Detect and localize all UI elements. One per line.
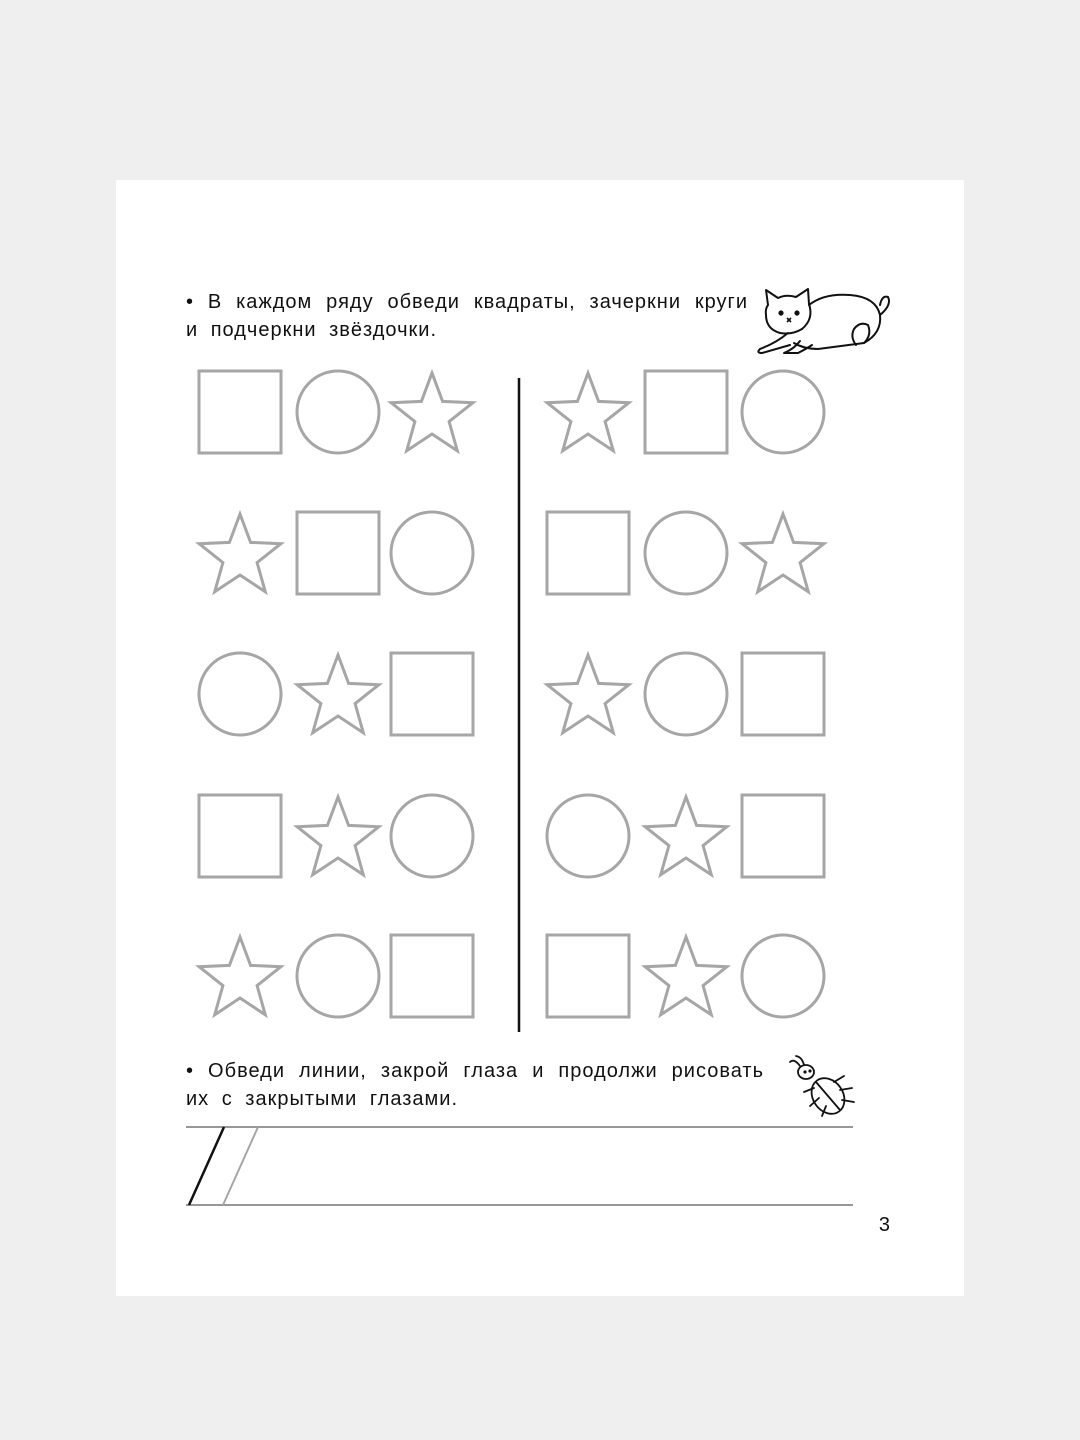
- star-shape-right-r5-c2: [645, 937, 727, 1015]
- square-shape-right-r1-c2: [645, 371, 727, 453]
- star-shape-left-r4-c2: [297, 797, 379, 875]
- circle-shape-right-r5-c3: [742, 935, 824, 1017]
- circle-shape-right-r3-c2: [645, 653, 727, 735]
- square-shape-left-r1-c1: [199, 371, 281, 453]
- circle-shape-left-r2-c3: [391, 512, 473, 594]
- tracing-line-solid: [189, 1127, 224, 1205]
- star-shape-right-r1-c1: [547, 373, 629, 451]
- circle-shape-left-r1-c2: [297, 371, 379, 453]
- task-instruction-shapes: • В каждом ряду обведи квадраты, зачеркни круги и подчеркни звёздочки.: [186, 291, 748, 341]
- square-shape-left-r4-c1: [199, 795, 281, 877]
- tracing-line-dotted: [223, 1127, 258, 1205]
- star-shape-left-r5-c1: [199, 937, 281, 1015]
- star-shape-left-r2-c1: [199, 514, 281, 592]
- circle-shape-left-r4-c3: [391, 795, 473, 877]
- square-shape-left-r5-c3: [391, 935, 473, 1017]
- square-shape-right-r5-c1: [547, 935, 629, 1017]
- shape-grid: [116, 180, 964, 1060]
- square-shape-right-r4-c3: [742, 795, 824, 877]
- star-shape-left-r3-c2: [297, 655, 379, 733]
- circle-shape-left-r5-c2: [297, 935, 379, 1017]
- star-shape-right-r2-c3: [742, 514, 824, 592]
- star-shape-right-r3-c1: [547, 655, 629, 733]
- star-shape-left-r1-c3: [391, 373, 473, 451]
- tracing-track: [186, 1125, 856, 1209]
- task-instruction-lines: • Обведи линии, закрой глаза и продолжи рисовать их с закрытыми глазами.: [186, 1060, 764, 1110]
- page-number: 3: [878, 1214, 890, 1236]
- square-shape-left-r3-c3: [391, 653, 473, 735]
- circle-shape-right-r2-c2: [645, 512, 727, 594]
- circle-shape-right-r4-c1: [547, 795, 629, 877]
- circle-shape-right-r1-c3: [742, 371, 824, 453]
- square-shape-right-r3-c3: [742, 653, 824, 735]
- square-shape-right-r2-c1: [547, 512, 629, 594]
- circle-shape-left-r3-c1: [199, 653, 281, 735]
- workbook-page: [116, 180, 964, 1296]
- square-shape-left-r2-c2: [297, 512, 379, 594]
- star-shape-right-r4-c2: [645, 797, 727, 875]
- beetle-icon: [786, 1054, 860, 1122]
